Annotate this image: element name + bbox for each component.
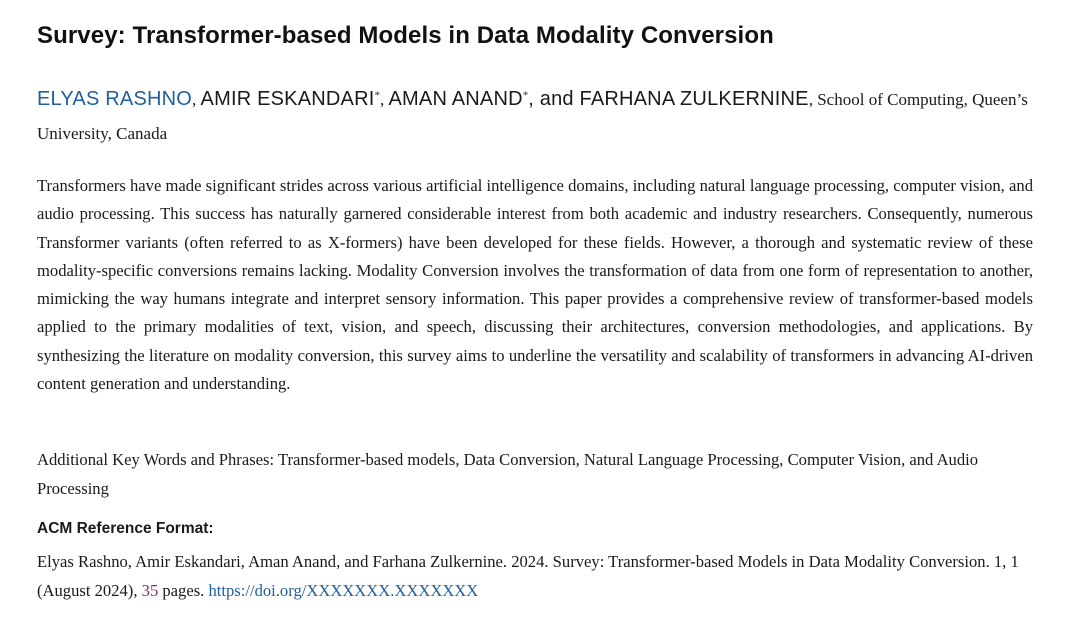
keywords-label: Additional Key Words and Phrases: [37,450,278,469]
author-separator: , [808,90,818,109]
author-separator: , [192,90,201,109]
author-separator: , [380,90,389,109]
affiliation: School of Computing, Queen’s University, Canada [37,90,1028,143]
author-link-rashno[interactable]: ELYAS RASHNO [37,88,193,110]
reference-heading: ACM Reference Format: [37,520,214,537]
author-anand: AMAN ANAND [388,88,523,110]
author-eskandari: AMIR ESKANDARI [200,88,375,110]
keywords [37,445,1033,503]
equal-contribution-marker: * [522,89,529,102]
keywords-text: Transformer-based models, Data Conversion, Natural Language Processing, Computer Vision, and Audio Processing [37,450,979,498]
doi-link[interactable]: https://doi.org/XXXXXXX.XXXXXXX [208,581,479,600]
citation-text: Elyas Rashno, Amir Eskandari, Aman Anand, and Farhana Zulkernine. 2024. Survey: Transformer-based Models in Data Modality Conversion. 1, 1 (August 2024), [37,552,1019,600]
paper-title: Survey: Transformer-based Models in Data Modality Conversion [37,22,774,49]
author-separator: , and [528,88,580,110]
author-zulkernine: FARHANA ZULKERNINE [579,88,809,110]
abstract: Transformers have made significant strides across various artificial intelligence domains, including natural language processing, computer vision, and audio processing. This success has naturally garnered considerable interest from both academic and industry researchers. Consequently, numerous Transformer variants (often referred to as X-formers) have been developed for these fields. However, a thorough and systematic review of these modality-specific conversions remains lacking. Modality Conversion involves the transformation of data from one form of representation to another, mimicking the way humans integrate and interpret sensory information. This paper provides a comprehensive review of transformer-based models applied to the primary modalities of text, vision, and speech, discussing their architectures, conversion methodologies, and applications. By synthesizing the literature on modality conversion, this survey aims to underline the versatility and scalability of transformers in advancing AI-driven content generation and understanding. [37,176,1033,394]
page-count-link[interactable]: 35 [141,581,159,600]
reference-citation [37,547,1033,605]
author-list [37,82,1037,151]
equal-contribution-marker: * [374,89,380,102]
citation-pages-suffix: pages. [158,581,209,600]
